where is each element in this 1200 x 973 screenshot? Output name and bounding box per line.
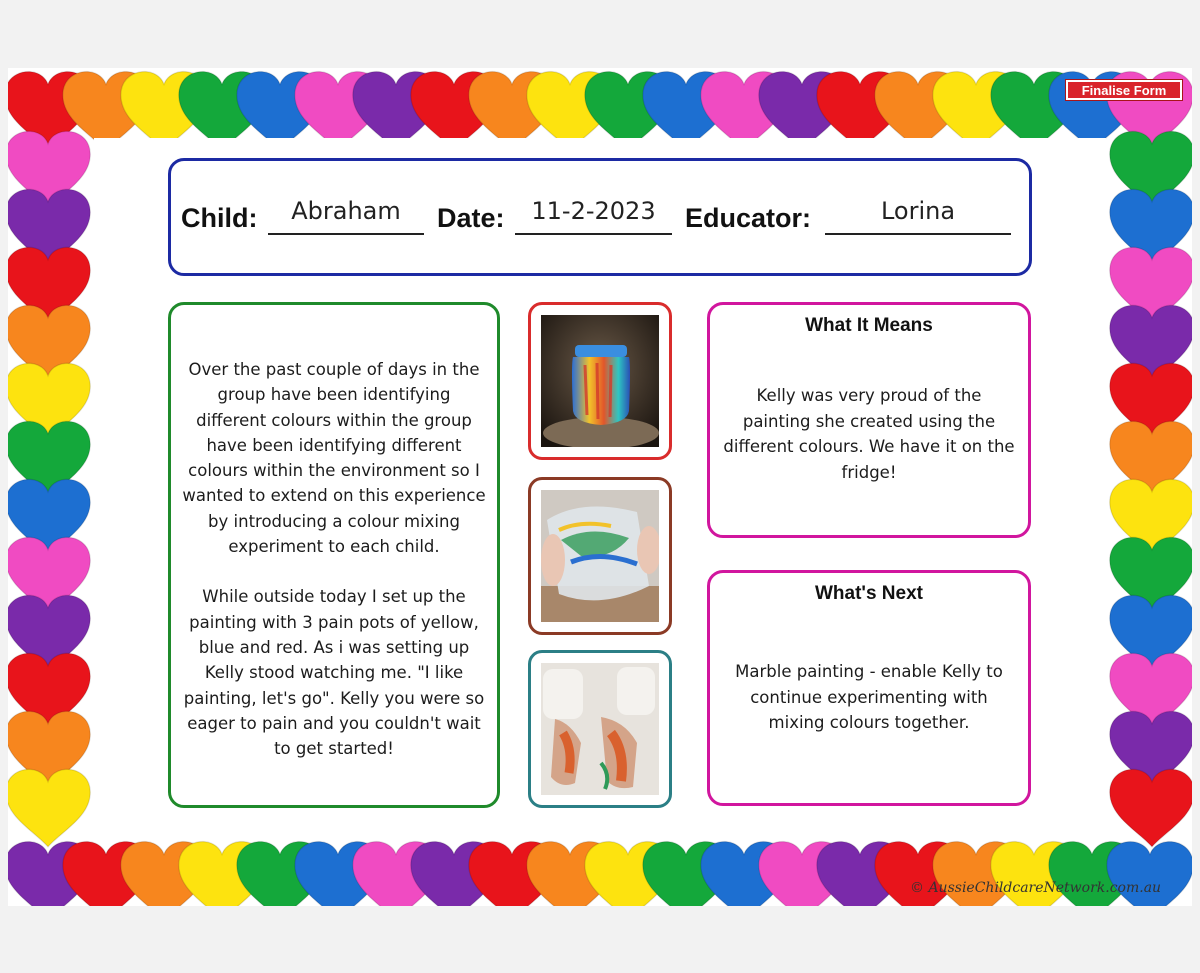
heart-decoration xyxy=(1110,769,1192,846)
observation-paragraph-2: While outside today I set up the painting with 3 pain pots of yellow, blue and red. As i was setting up Kelly stood watching me. "I like painting, let's go". Kelly you were so eager to pain and you couldn't wait to get started! xyxy=(183,587,485,759)
photo-frame-2 xyxy=(528,477,672,635)
painted-hands-photo xyxy=(541,663,659,795)
what-it-means-box xyxy=(707,302,1031,538)
observation-text xyxy=(181,357,487,761)
whats-next-box xyxy=(707,570,1031,806)
date-label: Date: xyxy=(437,203,505,233)
header-box xyxy=(168,158,1032,276)
heart-decoration xyxy=(8,769,90,846)
date-field[interactable]: 11-2-2023 xyxy=(515,197,672,235)
whats-next-title: What's Next xyxy=(815,583,923,604)
paint-bag-photo xyxy=(541,490,659,622)
child-label: Child: xyxy=(181,203,258,233)
observation-paragraph-1: Over the past couple of days in the group have been identifying different colours within the group have been identifying different colours within the environment so I wanted to extend on this experience by introducing a colour mixing experiment to each child. xyxy=(182,360,486,557)
whats-next-text: Marble painting - enable Kelly to continue experimenting with mixing colours together. xyxy=(735,662,1003,732)
child-field[interactable]: Abraham xyxy=(268,197,424,235)
educator-field[interactable]: Lorina xyxy=(825,197,1011,235)
painted-jar-photo xyxy=(541,315,659,447)
what-it-means-title: What It Means xyxy=(805,315,933,336)
observation-box xyxy=(168,302,500,808)
copyright-text: © AussieChildcareNetwork.com.au xyxy=(910,880,1162,896)
what-it-means-text: Kelly was very proud of the painting she created using the different colours. We have it on the fridge! xyxy=(723,386,1015,482)
finalise-form-button[interactable]: Finalise Form xyxy=(1066,80,1182,100)
educator-label: Educator: xyxy=(685,203,812,233)
photo-frame-3 xyxy=(528,650,672,808)
photo-frame-1 xyxy=(528,302,672,460)
